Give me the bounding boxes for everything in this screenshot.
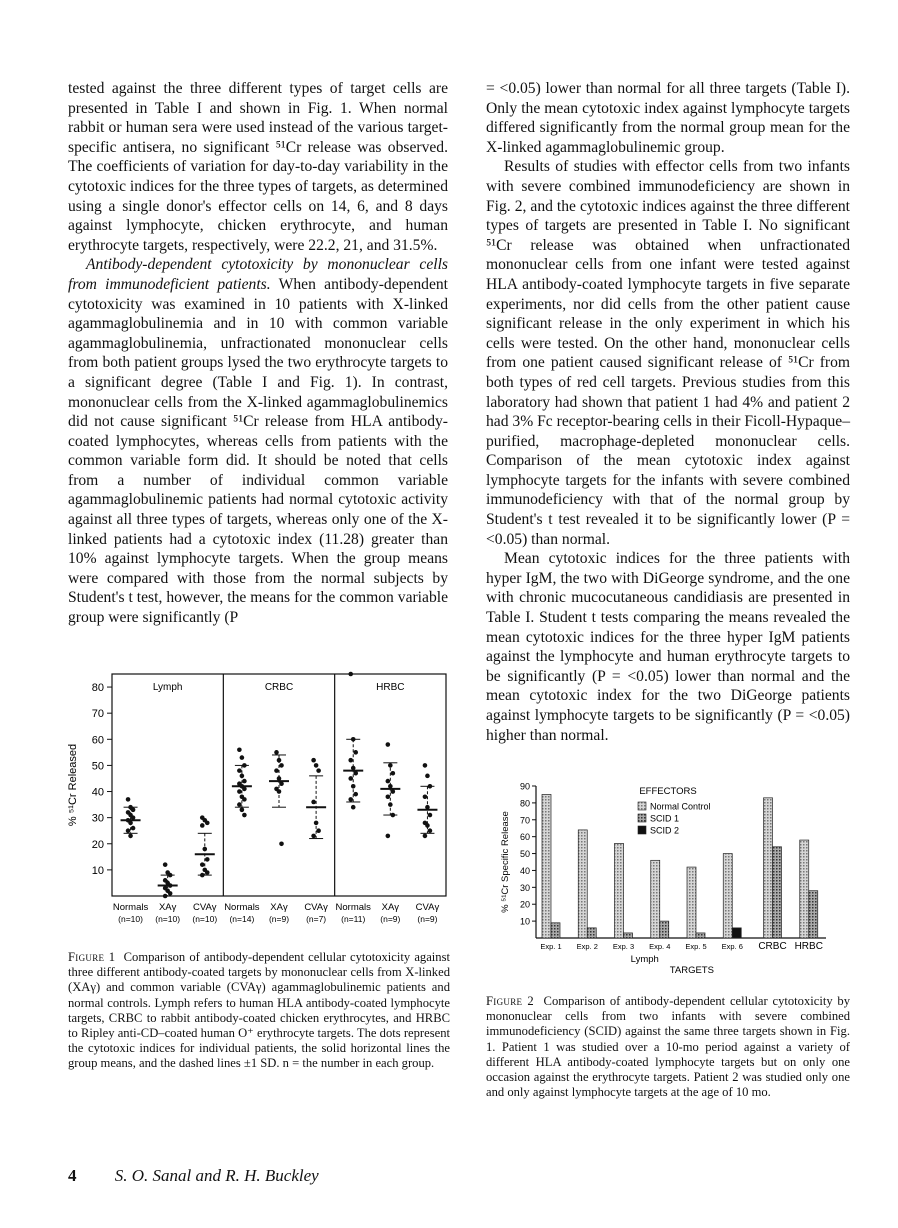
data-point [128, 834, 133, 839]
bar-normal-control [723, 854, 732, 938]
data-point [274, 768, 279, 773]
data-point [391, 813, 396, 818]
data-point [163, 894, 168, 899]
panel-title: Lymph [152, 682, 183, 693]
n-label: (n=10) [155, 914, 181, 924]
panel-title: CRBC [264, 682, 294, 693]
data-point [391, 789, 396, 794]
data-point [425, 823, 430, 828]
data-point [242, 763, 247, 768]
bar-scid-2 [732, 928, 741, 938]
run-in-heading: Antibody-dependent cytotoxicity by mononuclear cells from immunodeficient patients. [68, 256, 448, 293]
x-tick-label: Exp. 2 [576, 942, 598, 951]
data-point [279, 841, 284, 846]
figure-2-bar-chart [494, 778, 844, 984]
data-point [205, 857, 210, 862]
y-tick-label: 20 [519, 899, 530, 910]
group-HRBC-CVAγ [417, 763, 437, 838]
panel-title: HRBC [376, 682, 405, 693]
paragraph: Mean cytotoxic indices for the three patients with hyper IgM, the two with DiGeorge syndrome, and the one with chronic mucocutaneous candidiasis are presented in Table I. Student t tests comparing the means revealed the mean cytotoxic indices for the three hyper IgM patients against the lymphocyte and human erythrocyte targets to be significantly (P = <0.05) lower than normal and the mean cytotoxic index for the two DiGeorge patients against lymphocyte targets to be significantly (P = <0.05) higher than normal. [486, 550, 850, 744]
legend-label: SCID 2 [650, 825, 680, 836]
caption-lead: Figure 1 [68, 950, 116, 964]
data-point [353, 750, 358, 755]
legend-label: SCID 1 [650, 813, 680, 824]
category-label: XAγ [270, 902, 288, 913]
bar-normal-control [651, 860, 660, 938]
data-point [163, 862, 168, 867]
figure-1-caption [68, 950, 450, 1072]
data-point [242, 813, 247, 818]
bar-scid-1 [809, 891, 818, 938]
data-point [353, 792, 358, 797]
bar-scid-1 [660, 921, 669, 938]
legend-swatch [638, 802, 646, 810]
data-point [351, 737, 356, 742]
data-point [314, 763, 319, 768]
data-point [240, 774, 245, 779]
group-CRBC-CVAγ [306, 758, 326, 839]
y-tick-label: 70 [519, 815, 530, 826]
category-label: Normals [112, 902, 149, 913]
data-point [386, 779, 391, 784]
data-point [428, 813, 433, 818]
y-axis-label: % ⁵¹Cr Released [67, 743, 79, 827]
data-point [311, 800, 316, 805]
x-tick-label: Exp. 1 [540, 942, 562, 951]
left-text-column [68, 79, 448, 628]
data-point [351, 766, 356, 771]
data-point [311, 758, 316, 763]
data-point [388, 802, 393, 807]
data-point [428, 828, 433, 833]
bar-scid-1 [587, 928, 596, 938]
data-point [205, 870, 210, 875]
data-point [205, 821, 210, 826]
data-point [168, 883, 173, 888]
group-Lymph-CVAγ [195, 815, 215, 877]
data-point [423, 794, 428, 799]
n-label: (n=9) [417, 914, 438, 924]
bar-normal-control [764, 798, 773, 938]
running-authors: S. O. Sanal and R. H. Buckley [114, 1166, 319, 1185]
n-label: (n=10) [118, 914, 143, 924]
data-point [316, 768, 321, 773]
bar-normal-control [615, 843, 624, 938]
paragraph [68, 255, 448, 627]
data-point [242, 787, 247, 792]
group-Lymph-Normals [121, 797, 141, 838]
y-tick-label: 90 [519, 781, 530, 792]
category-label: CVAγ [192, 902, 217, 913]
data-point [240, 755, 245, 760]
data-point [200, 823, 205, 828]
data-point [240, 808, 245, 813]
y-tick-label: 10 [91, 864, 104, 877]
category-label: Normals [335, 902, 371, 913]
data-point [242, 779, 247, 784]
data-point [279, 763, 284, 768]
data-point [131, 815, 136, 820]
paragraph: = <0.05) lower than normal for all three targets (Table I). Only the mean cytotoxic index against lymphocyte targets differed significantly from the normal group mean for the X-linked agammaglobulinemic group. [486, 80, 850, 156]
n-label: (n=14) [229, 914, 255, 924]
data-point [388, 763, 393, 768]
bar-normal-control [800, 840, 809, 938]
data-point [242, 797, 247, 802]
bar-scid-1 [551, 923, 560, 938]
figure-2-caption [486, 994, 850, 1100]
data-point [423, 834, 428, 839]
x-group-label: Lymph [630, 954, 659, 965]
x-tick-label: Exp. 6 [721, 942, 743, 951]
data-point [311, 834, 316, 839]
data-point [277, 789, 282, 794]
data-point [391, 771, 396, 776]
y-tick-label: 50 [519, 849, 530, 860]
caption-text: Comparison of antibody-dependent cellular cytotoxicity against three different antibody-coated targets by mononuclear cells from X-linked (XAγ) and common variable (CVAγ) agammaglobulinemic patients and normal controls. Lymph refers to human HLA antibody-coated lymphocyte targets, CRBC to rabbit antibody-coated chicken erythrocytes, and HRBC to Ripley anti-CD–coated human O⁺ erythrocyte targets. The dots represent the cytotoxic indices for individual patients, the solid horizontal lines the group means, and the dashed lines ±1 SD. n = the number in each group. [68, 950, 450, 1071]
x-tick-label: Exp. 3 [612, 942, 635, 951]
y-tick-label: 40 [519, 865, 530, 876]
data-point [351, 805, 356, 810]
y-tick-label: 50 [91, 760, 104, 773]
bar-scid-1 [696, 933, 705, 938]
n-label: (n=7) [306, 914, 327, 924]
data-point [348, 758, 353, 763]
group-CRBC-XAγ [269, 750, 289, 846]
data-point [353, 771, 358, 776]
y-tick-label: 30 [519, 882, 530, 893]
y-tick-label: 20 [91, 838, 104, 851]
data-point [348, 776, 353, 781]
data-point [386, 742, 391, 747]
data-point [423, 763, 428, 768]
x-tick-label: Exp. 4 [649, 942, 671, 951]
y-tick-label: 80 [519, 798, 530, 809]
x-axis-label: TARGETS [669, 965, 714, 976]
data-point [200, 862, 205, 867]
data-point [428, 784, 433, 789]
y-axis-label: % ⁵¹Cr Specific Release [500, 811, 511, 913]
paragraph-body: When antibody-dependent cytotoxicity was examined in 10 patients with X-linked agammaglobulinemia and in 10 with common variable agammaglobulinemia, unfractionated mononuclear cells from both patient groups lysed the two erythrocyte targets to a significant degree (Table I and Fig. 1). In contrast, mononuclear cells from the X-linked agammaglobulinemics did not cause significant ⁵¹Cr release from HLA antibody-coated lymphocytes, whereas cells from patients with the common variable form did. It should be noted that cells from a number of individual common variable agammaglobulinemic patients had normal cytotoxic activity against all three types of targets, whereas only one of the X-linked patients had a cytotoxic index (11.28) greater than 10% against lymphocyte targets. When the group means were compared with those from the normal subjects by Student's t test, however, the means for the common variable group were significantly (P [68, 275, 448, 627]
page-footer [68, 1166, 468, 1186]
caption-text: Comparison of antibody-dependent cellular cytotoxicity by mononuclear cells from two infants with severe combined immunodeficiency (SCID) against the same three targets shown in Fig. 1. Patient 1 was studied over a 10-mo period against a variety of different HLA antibody-coated lymphocyte targets but on only one occasion against the erythrocyte targets. Patient 2 was studied only one and only against lymphocyte targets at the age of 10 mo. [486, 994, 851, 1100]
n-label: (n=11) [341, 914, 366, 924]
data-point [126, 828, 131, 833]
bar-normal-control [578, 830, 587, 938]
data-point [131, 808, 136, 813]
data-point [237, 802, 242, 807]
n-label: (n=9) [380, 914, 401, 924]
bar-normal-control [542, 794, 551, 938]
group-CRBC-Normals [232, 747, 252, 817]
legend-label: Normal Control [650, 801, 711, 812]
y-tick-label: 60 [91, 734, 104, 747]
group-HRBC-XAγ [380, 742, 400, 838]
y-tick-label: 30 [91, 812, 104, 825]
data-point [348, 797, 353, 802]
data-point [202, 847, 207, 852]
y-tick-label: 40 [91, 786, 104, 799]
category-label: CVAγ [304, 902, 328, 913]
data-point [351, 784, 356, 789]
data-point [348, 672, 353, 677]
data-point [126, 797, 131, 802]
figure-1-scatter-chart [60, 666, 452, 940]
page-number: 4 [68, 1166, 77, 1185]
legend-swatch [638, 814, 646, 822]
data-point [200, 873, 205, 878]
data-point [425, 774, 430, 779]
data-point [237, 789, 242, 794]
data-point [386, 834, 391, 839]
group-Lymph-XAγ [158, 862, 178, 898]
category-label: XAγ [381, 902, 400, 913]
legend-swatch [638, 826, 646, 834]
data-point [131, 826, 136, 831]
y-tick-label: 60 [519, 832, 530, 843]
data-point [277, 758, 282, 763]
y-tick-label: 10 [519, 916, 530, 927]
y-tick-label: 80 [91, 682, 104, 695]
bar-scid-1 [773, 847, 782, 938]
data-point [316, 828, 321, 833]
right-text-column [486, 79, 850, 745]
data-point [168, 891, 173, 896]
data-point [277, 776, 282, 781]
data-point [386, 794, 391, 799]
data-point [237, 747, 242, 752]
data-point [425, 805, 430, 810]
group-HRBC-Normals [343, 672, 363, 810]
data-point [237, 768, 242, 773]
category-label: CVAγ [415, 902, 440, 913]
data-point [279, 781, 284, 786]
data-point [168, 873, 173, 878]
x-tick-label: CRBC [758, 941, 787, 952]
paragraph: tested against the three different types of target cells are presented in Table I and shown in Fig. 1. When normal rabbit or human sera were used instead of the various target-specific antisera, no significant ⁵¹Cr release was observed. The coefficients of variation for day-to-day variability in the cytotoxic indices for the three types of targets, as determined using a single donor's effector cells on 14, 6, and 8 days against lymphocyte, chicken erythrocyte, and human erythrocyte targets, respectively, were 22.2, 21, and 31.5%. [68, 80, 448, 254]
n-label: (n=10) [192, 914, 218, 924]
n-label: (n=9) [268, 914, 290, 924]
data-point [388, 784, 393, 789]
data-point [314, 821, 319, 826]
legend-title: EFFECTORS [639, 786, 697, 797]
data-point [128, 821, 133, 826]
paragraph: Results of studies with effector cells from two infants with severe combined immunodeficiency are shown in Fig. 2, and the cytotoxic indices against the three different types of targets are presented in Table I. No significant ⁵¹Cr release was obtained when unfractionated mononuclear cells from one infant were tested against HLA antibody-coated lymphocyte targets in five separate experiments, nor did cells from the other patient cause significant release in the only experiment in which his cells were tested. On the other hand, mononuclear cells from one patient caused significant release of ⁵¹Cr from both types of red cell targets. Previous studies from this laboratory had shown that patient 1 had 4% and patient 2 had 3% Fc receptor-bearing cells in their Ficoll-Hypaque–purified, macrophage-depleted mononuclear cells. Comparison of the mean cytotoxic index against lymphocyte targets for the infants with severe combined immunodeficiency with that of the normal group by Student's t test revealed it to be significantly lower (P = <0.05) than normal. [486, 158, 850, 548]
category-label: Normals [224, 902, 260, 913]
x-tick-label: HRBC [794, 941, 823, 952]
y-tick-label: 70 [91, 708, 104, 721]
caption-lead: Figure 2 [486, 994, 534, 1008]
bar-normal-control [687, 867, 696, 938]
category-label: XAγ [158, 902, 177, 913]
bar-scid-1 [624, 933, 633, 938]
data-point [274, 750, 279, 755]
x-tick-label: Exp. 5 [685, 942, 707, 951]
